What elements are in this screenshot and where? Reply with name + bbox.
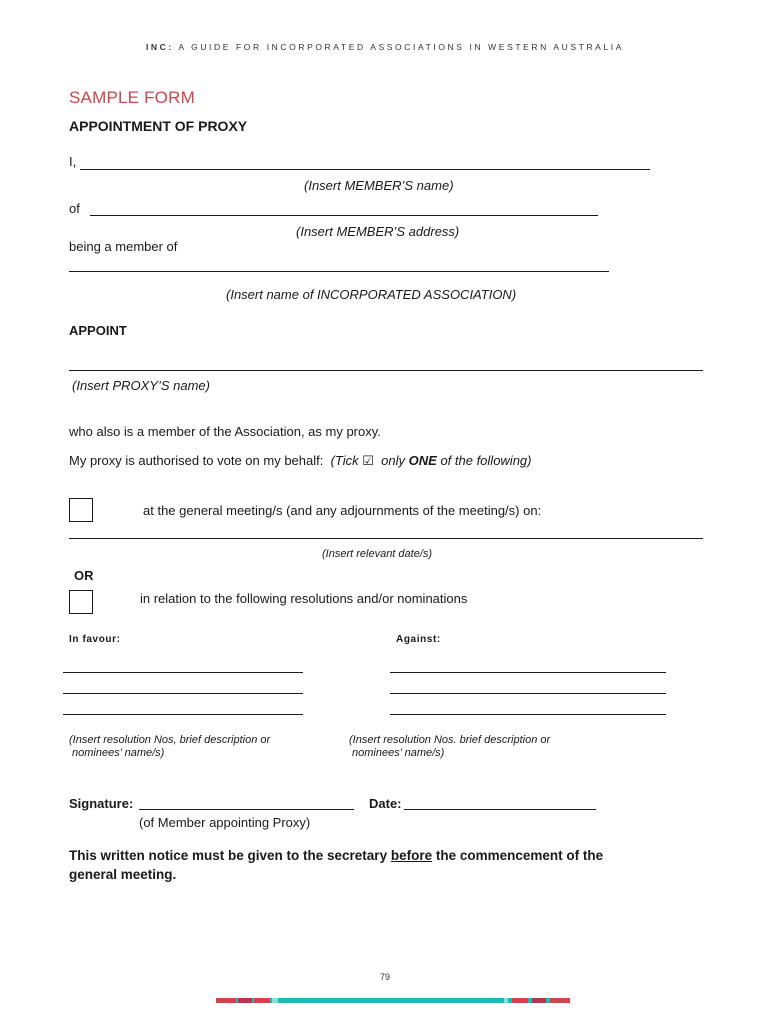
resolutions-checkbox[interactable] (69, 590, 93, 614)
proxy-name-line[interactable] (69, 370, 703, 371)
notice-part-2: the commencement of the (435, 848, 604, 863)
signature-hint: (of Member appointing Proxy) (139, 815, 311, 830)
against-hint-2: nominees’ name/s) (352, 747, 445, 759)
date-label: Date: (369, 796, 402, 811)
page-number: 79 (379, 972, 390, 982)
header-title: A GUIDE FOR INCORPORATED ASSOCIATIONS IN WESTERN AUSTRALIA (178, 42, 625, 52)
against-line[interactable] (390, 714, 666, 715)
form-title: APPOINTMENT OF PROXY (69, 118, 248, 134)
tick-prefix: (Tick (330, 453, 359, 468)
against-line[interactable] (390, 693, 666, 694)
member-address-line[interactable] (90, 215, 598, 216)
of-label: of (69, 201, 80, 216)
tick-one: ONE (408, 453, 437, 468)
appoint-label: APPOINT (69, 323, 127, 338)
member-name-line[interactable] (80, 169, 650, 170)
signature-line[interactable] (139, 809, 354, 810)
also-member-text: who also is a member of the Association, as my proxy. (69, 424, 381, 439)
favour-line[interactable] (63, 693, 303, 694)
date-line[interactable] (404, 809, 596, 810)
association-line[interactable] (69, 271, 609, 272)
meeting-dates-line[interactable] (69, 538, 703, 539)
association-hint: (Insert name of INCORPORATED ASSOCIATION) (226, 287, 517, 302)
running-header (0, 42, 770, 52)
authorised-text: My proxy is authorised to vote on my behalf: (69, 453, 324, 468)
option-resolutions: in relation to the following resolutions and/or nominations (140, 591, 468, 606)
general-meeting-checkbox[interactable] (69, 498, 93, 522)
tick-checkbox-icon: ☑ (362, 453, 374, 468)
notice-part-3: general meeting. (69, 867, 177, 882)
in-favour-label: In favour: (69, 634, 121, 645)
member-name-hint: (Insert MEMBER’S name) (304, 178, 454, 193)
favour-hint-2: nominees’ name/s) (72, 747, 165, 759)
footer-color-bar (216, 998, 570, 1003)
sample-form-label: SAMPLE FORM (69, 88, 195, 107)
or-label: OR (74, 568, 94, 583)
dates-hint: (Insert relevant date/s) (322, 548, 433, 560)
proxy-name-hint: (Insert PROXY’S name) (72, 378, 210, 393)
favour-hint-1: (Insert resolution Nos, brief description or (69, 734, 271, 746)
authorised-line (69, 453, 532, 469)
favour-line[interactable] (63, 714, 303, 715)
notice-text (69, 846, 709, 884)
notice-part-1: This written notice must be given to the secretary (69, 848, 388, 863)
against-line[interactable] (390, 672, 666, 673)
header-prefix: INC: (145, 42, 174, 52)
tick-suffix: of the following) (440, 453, 532, 468)
favour-line[interactable] (63, 672, 303, 673)
member-address-hint: (Insert MEMBER’S address) (296, 224, 460, 239)
tick-only: only (381, 453, 406, 468)
against-label: Against: (396, 634, 441, 645)
against-hint-1: (Insert resolution Nos. brief description or (349, 734, 551, 746)
being-member-label: being a member of (69, 239, 178, 254)
option-general-meeting: at the general meeting/s (and any adjournments of the meeting/s) on: (143, 503, 542, 518)
notice-before: before (390, 848, 433, 863)
signature-label: Signature: (69, 796, 134, 811)
i-prefix: I, (69, 154, 77, 169)
